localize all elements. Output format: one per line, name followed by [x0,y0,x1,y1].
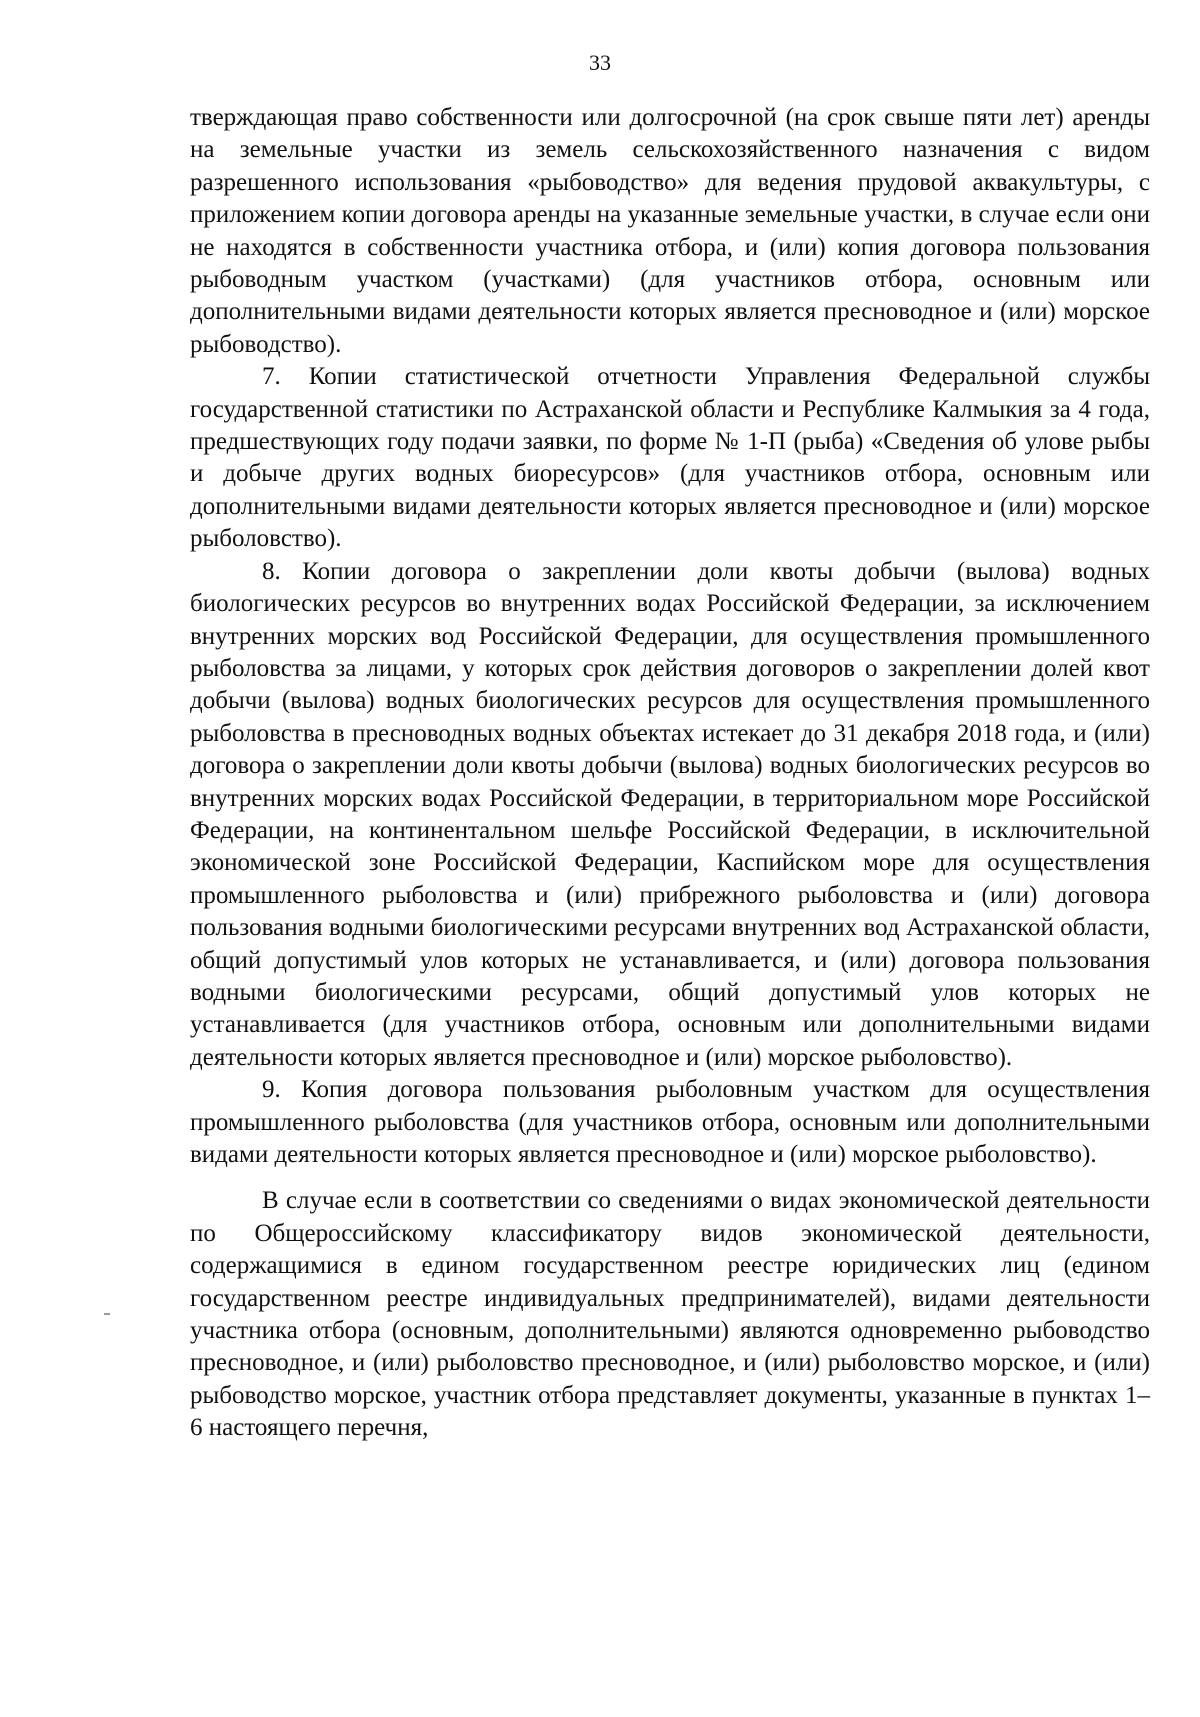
paragraph-item-7: 7. Копии статистической отчетности Управления Федеральной службы государственной статистики по Астраханской области и Республике Калмыкия за 4 года, предшествующих году подачи заявки, по форме № 1-П (рыба) «Сведения об улове рыбы и добыче других водных биоресурсов» (для участников отбора, основным или дополнительными видами деятельности которых является пресноводное и (или) морское рыболовство). [190,363,1150,553]
paragraph-item-8: 8. Копии договора о закреплении доли квоты добычи (вылова) водных биологических ресурсов во внутренних водах Российской Федерации, за исключением внутренних морских вод Российской Федерации, для осуществления промышленного рыболовства за лицами, у которых срок действия договоров о закреплении долей квот добычи (вылова) водных биологических ресурсов для осуществления промышленного рыболовства в пресноводных водных объектах истекает до 31 декабря 2018 года, и (или) договора о закреплении доли квоты добычи (вылова) водных биологических ресурсов во внутренних морских водах Российской Федерации, в территориальном море Российской Федерации, на континентальном шельфе Российской Федерации, в исключительной экономической зоне Российской Федерации, Каспийском море для осуществления промышленного рыболовства и (или) прибрежного рыболовства и (или) договора пользования водными биологическими ресурсами внутренних вод Астраханской области, общий допустимый улов которых не устанавливается, и (или) договора пользования водными биологическими ресурсами, общий допустимый улов которых не устанавливается (для участников отбора, основным или дополнительными видами деятельности которых является пресноводное и (или) морское рыболовство). [190,557,1150,1071]
paragraph-item-9: 9. Копия договора пользования рыболовным участком для осуществления промышленного рыболовства (для участников отбора, основным или дополнительными видами деятельности которых является пресноводное и (или) морское рыболовство). [190,1076,1150,1168]
document-body [190,102,1150,1445]
paragraph-note: В случае если в соответствии со сведениями о видах экономической деятельности по Общероссийскому классификатору видов экономической деятельности, содержащимися в едином государственном реестре юридических лиц (едином государственном реестре индивидуальных предпринимателей), видами деятельности участника отбора (основным, дополнительными) являются одновременно рыбоводство пресноводное, и (или) рыболовство пресноводное, и (или) рыболовство морское, и (или) рыбоводство морское, участник отбора представляет документы, указанные в пунктах 1–6 настоящего перечня, [190,1187,1150,1442]
page-number: 33 [589,50,611,75]
paragraph-continuation: тверждающая право собственности или долгосрочной (на срок свыше пяти лет) аренды на земельные участки из земель сельскохозяйственного назначения с видом разрешенного использования «рыбоводство» для ведения прудовой аквакультуры, с приложением копии договора аренды на указанные земельные участки, в случае если они не находятся в собственности участника отбора, и (или) копия договора пользования рыбоводным участком (участками) (для участников отбора, основным или дополнительными видами деятельности которых является пресноводное и (или) морское рыбоводство). [190,104,1150,358]
scan-mark [104,1313,110,1315]
